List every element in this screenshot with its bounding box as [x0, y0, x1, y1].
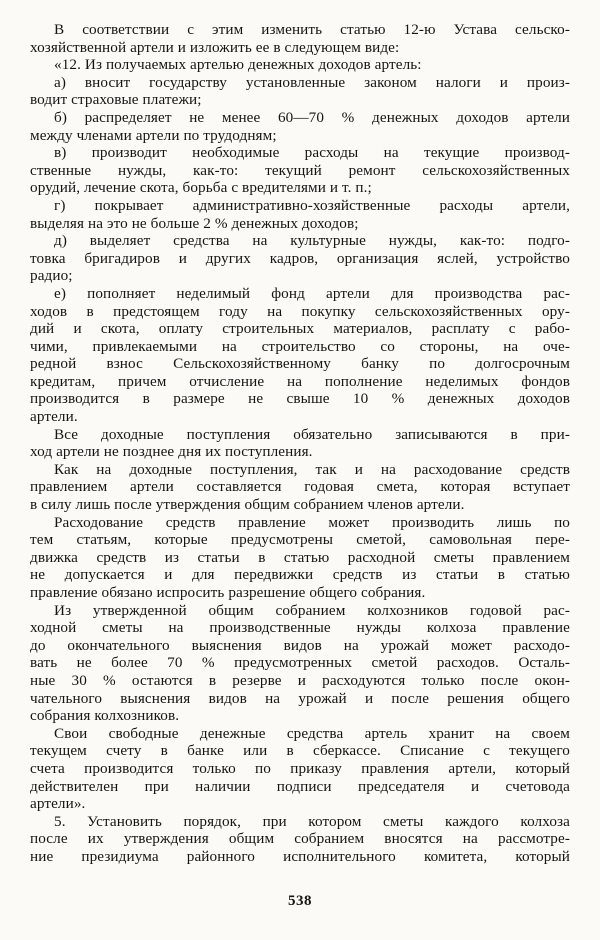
text-line: ные 30 % остаются в резерве и расходуются только после окон- — [30, 671, 570, 689]
text-line: артели». — [30, 795, 86, 813]
text-line: ходов в предстоящем году на покупку сельскохозяйственных ору- — [30, 302, 570, 320]
text-line: д) выделяет средства на культурные нужды, как-то: подго- — [54, 232, 570, 250]
text-line: Как на доходные поступления, так и на расходование средств — [54, 460, 570, 478]
text-line: хозяйственной артели и изложить ее в следующем виде: — [30, 38, 400, 56]
text-line: а) вносит государству установленные законом налоги и произ- — [54, 73, 570, 91]
text-line: в силу лишь после утверждения общим собранием членов артели. — [30, 496, 465, 514]
text-line: Свои свободные денежные средства артель хранит на своем — [54, 724, 570, 742]
text-line: счета производится только по приказу правления артели, который — [30, 759, 570, 777]
text-line: действителен при наличии подписи председателя и счетовода — [30, 777, 570, 795]
text-line: собрания колхозников. — [30, 707, 180, 725]
text-line: правление обязано испросить разрешение общего собрания. — [30, 584, 426, 601]
text-line: редной взнос Сельскохозяйственному банку по долгосрочным — [30, 355, 570, 373]
text-line: в) производит необходимые расходы на текущие производ- — [54, 144, 570, 162]
text-line: ние президиума районного исполнительного комитета, который — [30, 847, 570, 865]
text-line: дий и скота, оплату строительных материалов, расплату с рабо- — [30, 320, 570, 338]
text-line: ход артели не позднее дня их поступления. — [30, 443, 313, 461]
text-line: товка бригадиров и других кадров, организация яслей, устройство — [30, 249, 570, 267]
text-line: тем статьям, которые предусмотрены сметой, самовольная пере- — [30, 531, 570, 549]
text-line: орудий, лечение скота, борьба с вредителями и т. п.; — [30, 179, 372, 197]
page-number: 538 — [288, 893, 312, 909]
text-line: правлением артели составляется годовая смета, которая вступает — [30, 478, 570, 496]
text-line: артели. — [30, 408, 78, 426]
text-line: Все доходные поступления обязательно записываются в при- — [54, 425, 570, 443]
text-line: чими, привлекаемыми на строительство со стороны, на оче- — [30, 337, 570, 355]
text-line: «12. Из получаемых артелью денежных доходов артель: — [54, 56, 422, 74]
text-line: вать не более 70 % предусмотренных сметой расходов. Осталь- — [30, 654, 570, 672]
text-line: производится в размере не свыше 10 % денежных доходов — [30, 390, 570, 408]
text-line: не допускается и для передвижки средств из статьи в статью — [30, 566, 570, 584]
text-line: между членами артели по трудодням; — [30, 126, 277, 144]
text-line: выделяя на это не больше 2 % денежных доходов; — [30, 214, 359, 232]
text-line: б) распределяет не менее 60—70 % денежных доходов артели — [54, 108, 570, 126]
text-line: е) пополняет неделимый фонд артели для производства рас- — [54, 284, 570, 302]
text-line: движка средств из статьи в статью расходной сметы правлением — [30, 548, 570, 566]
text-line: 5. Установить порядок, при котором сметы каждого колхоза — [54, 812, 570, 830]
text-line: ственные нужды, как-то: текущий ремонт сельскохозяйственных — [30, 161, 570, 179]
text-line: Из утвержденной общим собранием колхозников годовой рас- — [54, 601, 570, 619]
text-line: текущем счету в банке или в сберкассе. Списание с текущего — [30, 742, 570, 760]
text-line: водит страховые платежи; — [30, 91, 202, 109]
text-line: чательного выяснения видов на урожай и после решения общего — [30, 689, 570, 707]
text-line: Расходование средств правление может производить лишь по — [54, 513, 570, 531]
text-line: кредитам, причем отчисление на пополнение неделимых фондов — [30, 372, 570, 390]
text-line: г) покрывает административно-хозяйственные расходы артели, — [54, 196, 570, 214]
document-text — [30, 21, 570, 866]
text-line: до окончательного выяснения видов на урожай может расходо- — [30, 636, 570, 654]
text-line: после их утверждения общим собранием вносятся на рассмотре- — [30, 830, 570, 848]
text-line: радио; — [30, 267, 73, 285]
text-line: В соответствии с этим изменить статью 12-ю Устава сельско- — [54, 21, 570, 38]
text-line: ходной сметы на производственные нужды колхоза правление — [30, 619, 570, 637]
